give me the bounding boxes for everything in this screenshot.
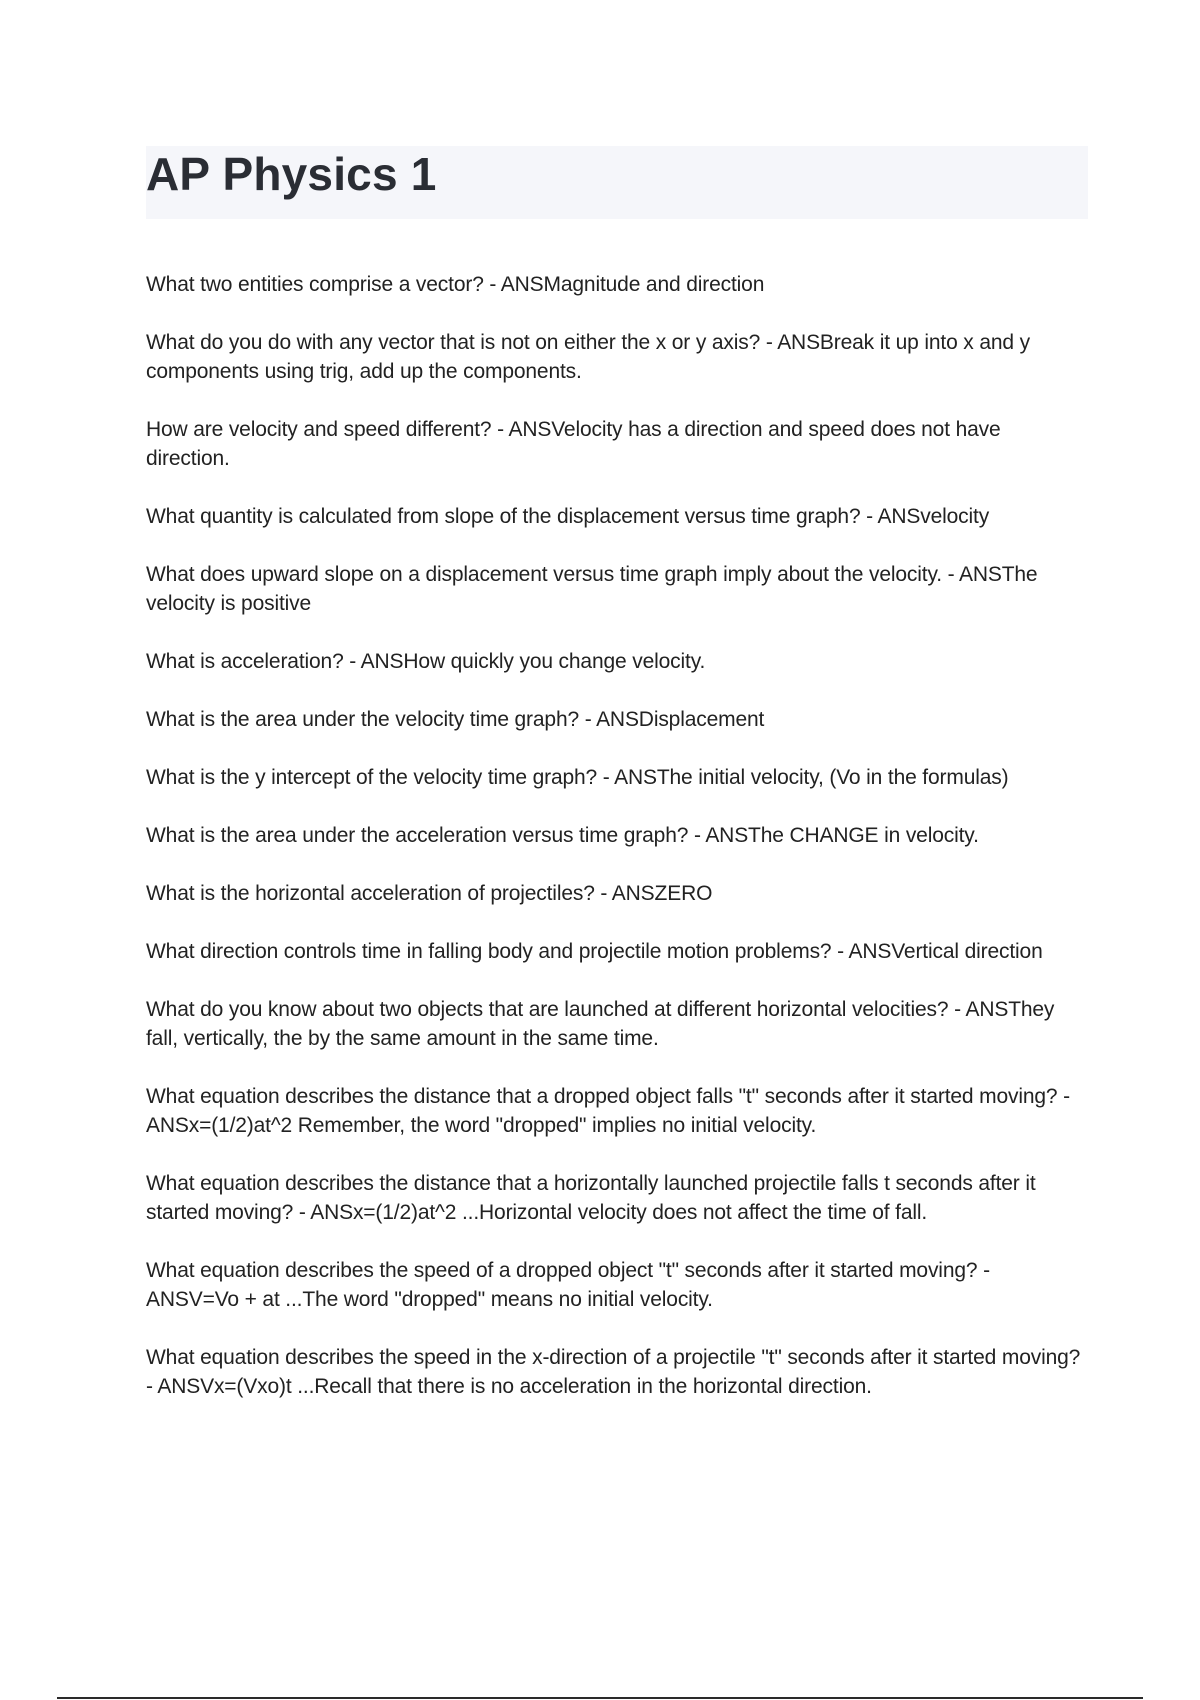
qa-item: What equation describes the distance that a horizontally launched projectile falls t seconds after it started moving? - ANSx=(1/2)at^2 ...Horizontal velocity does not affect the time of fall. <box>146 1172 1036 1224</box>
qa-item: What equation describes the distance that a dropped object falls "t" seconds after it started moving? - ANSx=(1/2)at^2 Remember, the word "dropped" implies no initial velocity. <box>146 1085 1070 1137</box>
title-band <box>146 146 1088 219</box>
bottom-divider <box>57 1697 1143 1699</box>
qa-list <box>146 270 1086 1430</box>
qa-item: What quantity is calculated from slope of the displacement versus time graph? - ANSvelocity <box>146 505 990 528</box>
qa-item: How are velocity and speed different? - ANSVelocity has a direction and speed does not have direction. <box>146 418 1001 470</box>
qa-item: What do you do with any vector that is not on either the x or y axis? - ANSBreak it up into x and y components using trig, add up the components. <box>146 331 1030 383</box>
qa-item: What is the horizontal acceleration of projectiles? - ANSZERO <box>146 882 713 905</box>
qa-item: What is the area under the acceleration versus time graph? - ANSThe CHANGE in velocity. <box>146 824 979 847</box>
qa-item: What is acceleration? - ANSHow quickly you change velocity. <box>146 650 706 673</box>
qa-item: What is the y intercept of the velocity time graph? - ANSThe initial velocity, (Vo in the formulas) <box>146 766 1009 789</box>
qa-item: What do you know about two objects that are launched at different horizontal velocities? - ANSThey fall, vertically, the by the same amount in the same time. <box>146 998 1055 1050</box>
qa-item: What direction controls time in falling body and projectile motion problems? - ANSVertical direction <box>146 940 1043 963</box>
qa-item: What equation describes the speed of a dropped object "t" seconds after it started moving? - ANSV=Vo + at ...The word "dropped" means no initial velocity. <box>146 1259 990 1311</box>
qa-item: What equation describes the speed in the x-direction of a projectile "t" seconds after it started moving? - ANSVx=(Vxo)t ...Recall that there is no acceleration in the horizontal direction. <box>146 1346 1081 1398</box>
page-title: AP Physics 1 <box>146 148 437 200</box>
qa-item: What two entities comprise a vector? - ANSMagnitude and direction <box>146 273 765 296</box>
qa-item: What is the area under the velocity time graph? - ANSDisplacement <box>146 708 765 731</box>
qa-item: What does upward slope on a displacement versus time graph imply about the velocity. - ANSThe velocity is positive <box>146 563 1038 615</box>
